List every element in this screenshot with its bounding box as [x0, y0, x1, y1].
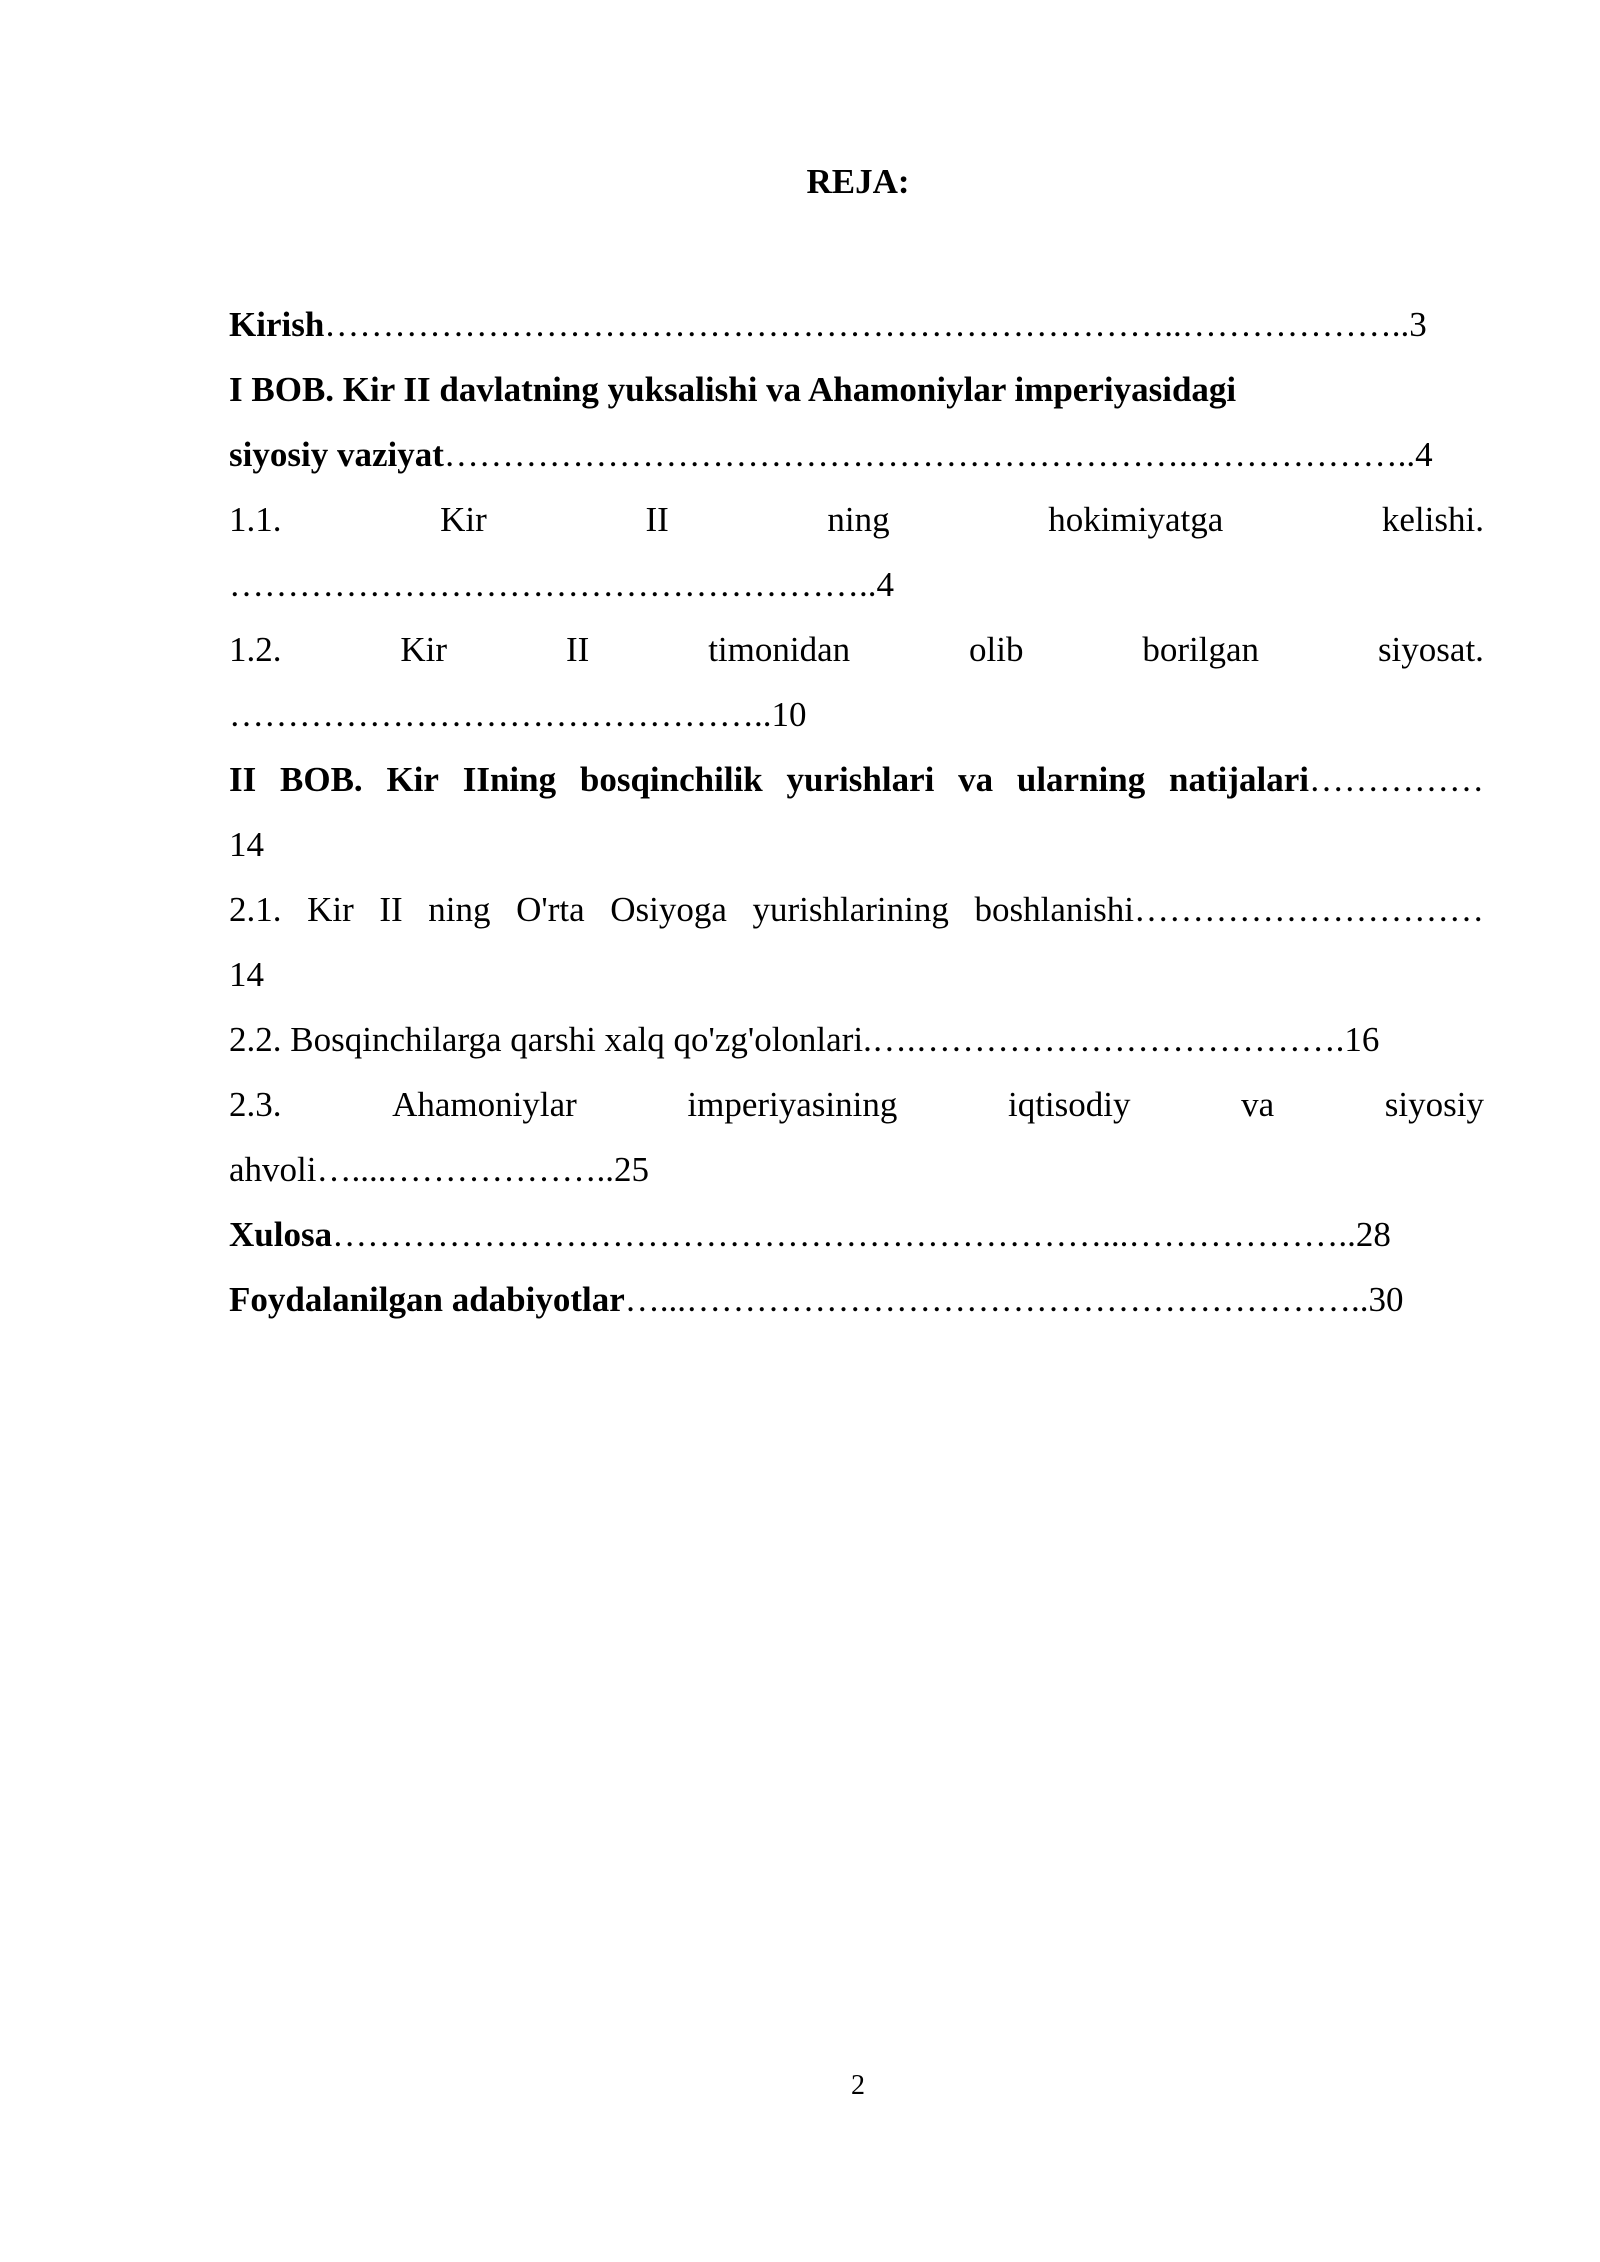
toc-word: Osiyoga: [610, 890, 727, 929]
toc-leader: …………………………………………………………...………………..28: [332, 1215, 1391, 1254]
toc-word: II: [645, 500, 669, 539]
toc-word: yurishlari: [786, 760, 935, 799]
toc-word: siyosiy: [1384, 1085, 1484, 1124]
toc-word-last: [1169, 747, 1484, 812]
toc-leader: ………………………………………………………………..………………..3: [324, 305, 1427, 344]
toc-word: IIning: [462, 760, 557, 799]
toc-word: iqtisodiy: [1007, 1085, 1131, 1124]
toc-leader: …………………………: [1133, 890, 1484, 929]
toc-entry-foydalanilgan: [229, 1267, 1484, 1332]
toc-leader: …...…………………………………………………..30: [624, 1280, 1404, 1319]
toc-label: Foydalanilgan adabiyotlar: [229, 1280, 625, 1319]
toc-word: Kir: [307, 890, 354, 929]
toc-page-bob2: 14: [229, 825, 264, 864]
toc-word: va: [958, 760, 994, 799]
toc-word: 2.1.: [229, 890, 282, 929]
toc-word: II: [229, 760, 257, 799]
toc-word-last: [975, 877, 1484, 942]
toc-word: 1.1.: [229, 500, 282, 539]
toc-entry-xulosa: [229, 1202, 1484, 1267]
toc-word: 1.2.: [229, 630, 282, 669]
toc-entry-1-2: [229, 617, 1484, 682]
toc-entry-2-2: 2.2. Bosqinchilarga qarshi xalq qo'zg'olonlari.….……………………………….16: [229, 1020, 1380, 1059]
toc-entry-2-1: [229, 877, 1484, 942]
toc-entry-bob2: [229, 747, 1484, 812]
toc-word: olib: [969, 630, 1024, 669]
toc-entry-1-1: [229, 487, 1484, 552]
toc-leader: ……………………………………………………….………………..4: [443, 435, 1433, 474]
toc-word: yurishlarining: [752, 890, 949, 929]
toc-word: boshlanishi: [974, 890, 1134, 929]
toc-word: ning: [428, 890, 491, 929]
toc-entry-kirish: [229, 292, 1484, 357]
toc-word: bosqinchilik: [579, 760, 763, 799]
toc-word: borilgan: [1142, 630, 1260, 669]
toc-word: ularning: [1016, 760, 1146, 799]
toc-label: Kirish: [229, 305, 325, 344]
toc-word: II: [379, 890, 403, 929]
toc-word: va: [1241, 1085, 1275, 1124]
toc-word: Kir: [440, 500, 487, 539]
table-of-contents: [229, 292, 1484, 1332]
toc-leader-1-1: ………………………………………………..4: [229, 565, 894, 604]
toc-word: Ahamoniylar: [392, 1085, 577, 1124]
toc-word: ning: [827, 500, 890, 539]
toc-entry-2-3-cont: ahvoli…....………………..25: [229, 1150, 649, 1189]
toc-word: O'rta: [516, 890, 585, 929]
toc-word: 2.3.: [229, 1085, 282, 1124]
toc-word: natijalari: [1169, 760, 1309, 799]
toc-word: kelishi.: [1381, 500, 1484, 539]
toc-word: Kir: [400, 630, 448, 669]
toc-leader: ……………: [1309, 760, 1484, 799]
toc-entry-2-3: [229, 1072, 1484, 1137]
toc-entry-bob1-title: I BOB. Kir II davlatning yuksalishi va Ahamoniylar imperiyasidagi: [229, 370, 1237, 409]
page-title: REJA:: [806, 162, 910, 201]
toc-word: hokimiyatga: [1048, 500, 1224, 539]
toc-leader-1-2: ………………………………………..10: [229, 695, 807, 734]
toc-word: BOB.: [280, 760, 363, 799]
toc-word: II: [565, 630, 590, 669]
toc-label: Xulosa: [229, 1215, 333, 1254]
toc-label: siyosiy vaziyat: [229, 435, 444, 474]
toc-word: imperiyasining: [687, 1085, 898, 1124]
toc-word: siyosat.: [1377, 630, 1484, 669]
page-number: 2: [851, 2070, 865, 2101]
toc-page-2-1: 14: [229, 955, 264, 994]
toc-entry-bob1-cont: [229, 422, 1484, 487]
toc-word: timonidan: [708, 630, 851, 669]
toc-word: Kir: [386, 760, 439, 799]
